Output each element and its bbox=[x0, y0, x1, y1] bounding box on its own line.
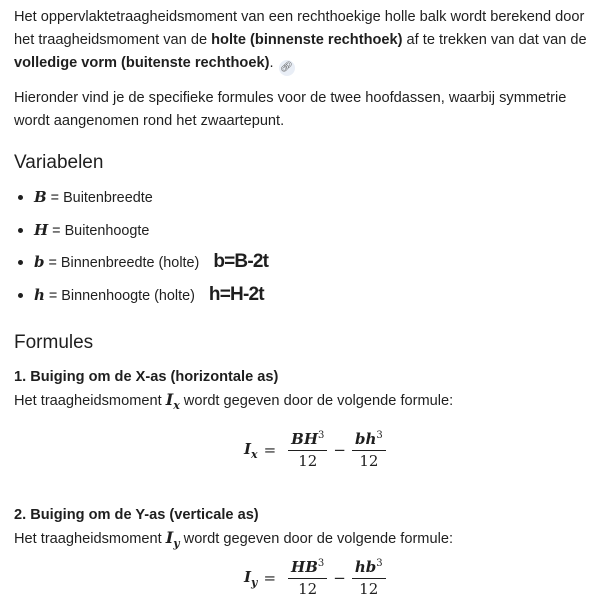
list-item bbox=[14, 181, 604, 214]
bullet-icon bbox=[18, 293, 23, 298]
handwritten-note: b=B-2t bbox=[213, 251, 269, 273]
bullet-icon bbox=[18, 228, 23, 233]
formula-iy bbox=[244, 558, 392, 598]
numerator-exponent: 3 bbox=[317, 558, 325, 569]
y-text-b: wordt gegeven door de volgende formule: bbox=[179, 531, 453, 548]
variable-desc: = Binnenbreedte (holte) bbox=[44, 255, 200, 272]
link-chip-icon[interactable]: 🔗︎ bbox=[279, 60, 295, 76]
y-symbol: I bbox=[165, 528, 174, 548]
list-item bbox=[14, 279, 604, 312]
variables-list bbox=[14, 181, 604, 311]
fraction-denominator: 12 bbox=[298, 452, 318, 470]
numerator-text: bh bbox=[354, 430, 377, 448]
intro-paragraph-2: Hieronder vind je de specifieke formules voor de twee hoofdassen, waarbij symmetrie wordt aangenomen rond het zwaartepunt. bbox=[14, 90, 567, 129]
minus-sign: − bbox=[333, 441, 346, 459]
variable-desc: = Binnenhoogte (holte) bbox=[44, 287, 195, 304]
numerator-exponent: 3 bbox=[318, 430, 325, 441]
bullet-icon bbox=[18, 195, 23, 200]
equals-sign: = bbox=[263, 441, 277, 459]
x-text-b: wordt gegeven door de volgende formule: bbox=[179, 393, 454, 410]
list-item bbox=[14, 246, 604, 279]
formula-lhs-sub: x bbox=[251, 447, 258, 461]
fraction-inner bbox=[352, 430, 386, 470]
variable-symbol: h bbox=[34, 285, 45, 304]
fraction-numerator bbox=[352, 558, 386, 579]
formula-lhs-symbol: I bbox=[244, 567, 252, 586]
formula-lhs bbox=[244, 440, 258, 461]
formulas-heading: Formules bbox=[14, 332, 94, 354]
fraction-numerator bbox=[352, 430, 386, 451]
variable-desc: = Buitenhoogte bbox=[48, 222, 150, 239]
formula-ix bbox=[244, 430, 392, 470]
x-text-a: Het traagheidsmoment bbox=[14, 393, 166, 410]
handwritten-note: h=H-2t bbox=[208, 283, 264, 305]
y-axis-title: 2. Buiging om de Y-as (verticale as) bbox=[14, 507, 259, 524]
fraction-denominator: 12 bbox=[298, 580, 318, 598]
variable-symbol: B bbox=[34, 188, 47, 206]
y-text-a: Het traagheidsmoment bbox=[14, 531, 166, 548]
intro-text-2: af te trekken van dat van de bbox=[402, 32, 587, 48]
variable-symbol: H bbox=[34, 220, 49, 239]
x-axis-text bbox=[14, 389, 604, 417]
intro-text-1: Het oppervlaktetraagheidsmoment van een rechthoekige holle balk wordt berekend door het traagheidsmoment van de bbox=[14, 9, 585, 48]
answer-content bbox=[14, 6, 604, 555]
intro-text-3: . bbox=[269, 55, 274, 71]
numerator-exponent: 3 bbox=[376, 430, 383, 441]
list-item bbox=[14, 214, 604, 247]
bullet-icon bbox=[18, 260, 23, 265]
fraction-outer bbox=[288, 558, 327, 598]
numerator-text: HB bbox=[291, 558, 318, 576]
fraction-numerator bbox=[288, 430, 327, 451]
formula-lhs-sub: y bbox=[251, 575, 258, 589]
x-symbol-sub: x bbox=[173, 399, 180, 413]
x-symbol: I bbox=[165, 390, 174, 410]
numerator-text: hb bbox=[354, 558, 377, 576]
y-axis-text bbox=[14, 527, 604, 555]
y-symbol-sub: y bbox=[173, 537, 180, 551]
variables-heading: Variabelen bbox=[14, 152, 104, 173]
minus-sign: − bbox=[333, 569, 346, 587]
fraction-denominator: 12 bbox=[359, 580, 379, 598]
formula-lhs-symbol: I bbox=[244, 439, 252, 458]
numerator-exponent: 3 bbox=[376, 558, 383, 569]
variable-symbol: b bbox=[34, 253, 45, 272]
formula-lhs bbox=[244, 568, 257, 589]
fraction-denominator: 12 bbox=[359, 452, 379, 470]
x-axis-title: 1. Buiging om de X-as (horizontale as) bbox=[14, 369, 279, 386]
fraction-inner bbox=[352, 558, 386, 598]
variable-desc: = Buitenbreedte bbox=[46, 190, 153, 206]
fraction-outer bbox=[288, 430, 327, 470]
intro-bold-2: volledige vorm (buitenste rechthoek) bbox=[14, 55, 270, 71]
intro-bold-1: holte (binnenste rechthoek) bbox=[211, 32, 403, 48]
fraction-numerator bbox=[288, 558, 327, 579]
equals-sign: = bbox=[263, 569, 277, 587]
intro-paragraph bbox=[14, 6, 604, 76]
numerator-text: BH bbox=[291, 430, 319, 448]
